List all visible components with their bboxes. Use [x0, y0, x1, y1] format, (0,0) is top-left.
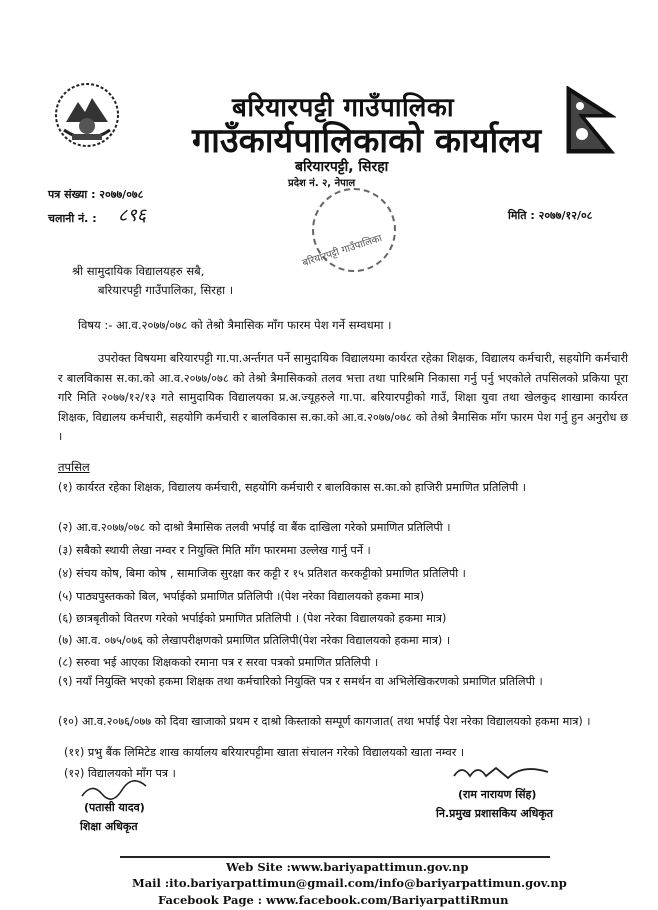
footer-mail: Mail :ito.bariyarpattimun@gmail.com/info@bariyarpattimun.gov.np — [132, 876, 567, 890]
footer-divider — [120, 856, 550, 858]
patra-sankhya: पत्र संख्या : २०७७/०७८ — [48, 188, 144, 201]
recipient-line-1: श्री सामुदायिक विद्यालयहरु सबै, — [72, 264, 205, 278]
office-place: बरियारपट्टी, सिरहा — [295, 159, 389, 175]
list-item: (४) संचय कोष, बिमा कोष , सामाजिक सुरक्षा कर कट्टी र १५ प्रतिशत करकट्टीको प्रमाणित प्रतिलिपी । — [58, 567, 466, 580]
government-emblem-icon — [52, 80, 122, 150]
footer-facebook: Facebook Page : www.facebook.com/BariyarpattiRmun — [158, 893, 509, 907]
chalani-number: ८९६ — [118, 205, 147, 226]
municipality-name: बरियारपट्टी गाउँपालिका — [232, 93, 455, 123]
list-item: (३) सबैको स्थायी लेखा नम्वर र नियुक्ति मिति माँग फारममा उल्लेख गार्नु पर्ने । — [58, 544, 371, 557]
chalani-label: चलानी नं. : — [48, 212, 97, 225]
subject-line: विषय :- आ.व.२०७७/०७८ को तेश्रो त्रैमासिक माँग फारम पेश गर्ने सम्वधमा । — [78, 318, 392, 332]
tapasil-heading: तपसिल — [58, 460, 90, 474]
list-item: (१२) विद्यालयको माँग पत्र । — [64, 767, 176, 780]
province-line: प्रदेश नं. २, नेपाल — [288, 178, 356, 189]
list-item: (६) छात्रबृतीको वितरण गरेको भर्पाईको प्रमाणित प्रतिलिपी । (पेश नरेका विद्यालयको हकमा मात्र) — [58, 612, 447, 625]
list-item: (१०) आ.व.२०७६/०७७ को दिवा खाजाको प्रथम र दाश्रो किस्ताको सम्पूर्ण कागजात( तथा भर्पाई पेश नरेका विद्यालयको हकमा मात्र) । — [58, 715, 591, 728]
list-item: (२) आ.व.२०७७/०७८ को दाश्रो त्रैमासिक तलवी भर्पाई वा बैंक दाखिला गरेको प्रमाणित प्रतिलिपी । — [58, 521, 451, 534]
right-signatory-title: नि.प्रमुख प्रशासकिय अधिकृत — [436, 807, 554, 820]
list-item: (७) आ.व. ०७५/०७६ को लेखापरीक्षणको प्रमाणित प्रतिलिपी(पेश नरेका विद्यालयको हकमा मात्र) । — [58, 634, 451, 647]
right-signatory-name: (राम नारायण सिंह) — [458, 788, 537, 801]
nepal-flag-icon — [566, 86, 616, 154]
list-item: (९) नयाँ नियुक्ति भएको हकमा शिक्षक तथा कर्मचारिको नियुक्ति पत्र र समर्थन वा अभिलेखिकरणको प्रमाणित प्रतिलिपी । — [58, 675, 543, 688]
stamp-municipality: बरियारपट्टी गाउँपालिका — [301, 233, 384, 270]
list-item: (५) पाठ्यपुस्तकको बिल, भर्पाईको प्रमाणित प्रतिलिपी ।(पेश नरेका विद्यालयको हकमा मात्र) — [58, 590, 425, 603]
letter-date: मिति : २०७७/१२/०८ — [508, 209, 593, 222]
left-signature-mark — [80, 780, 150, 802]
left-signatory-title: शिक्षा अधिकृत — [80, 820, 138, 833]
office-name: गाउँकार्यपालिकाको कार्यालय — [192, 121, 542, 161]
footer-website: Web Site :www.bariyapattimun.gov.np — [226, 860, 469, 874]
list-item: (१) कार्यरत रहेका शिक्षक, विद्यालय कर्मचारी, सहयोगि कर्मचारी र बालविकास स.का.को हाजिरी प्रमाणित प्रतिलिपी । — [58, 481, 526, 494]
left-signatory-name: (पतासी यादव) — [84, 801, 145, 814]
body-paragraph: उपरोक्त विषयमा बरियारपट्टी गा.पा.अर्न्तगत पर्ने सामुदायिक विद्यालयमा कार्यरत रहेका शिक्षक, विद्यालय कर्मचारी, सहयोगि कर्मचारी र बालविकास स.का.को आ.व.२०७७/०७८ को तेश्रो त्रैमासिकको तलव भत्ता तथा पारिश्रमि निकासा गर्नु पर्नु भएकोले तपसिलको प्रकिया पूरा गरि मिति २०७७/१२/१३ गते सामुदायिक विद्यालयका प्र.अ.ज्यूहरुले गा.पा. बरियारपट्टीको गाउँ, शिक्षा युवा तथा खेलकुद शाखामा कार्यरत शिक्षक, विद्यालय कर्मचारी, सहयोगि कर्मचारी र बालविकास स.का.को आ.व.२०७७/०७८ को तेश्रो त्रैमासिक माँग फारम पेश गर्नु हुन अनुरोध छ । — [58, 352, 628, 443]
list-item: (८) सरुवा भई आएका शिक्षकको रमाना पत्र र सरवा पत्रको प्रमाणित प्रतिलिपी । — [58, 656, 379, 669]
recipient-line-2: बरियारपट्टी गाउँपालिका, सिरहा । — [98, 283, 234, 297]
right-signature-mark — [452, 760, 552, 786]
list-item: (११) प्रभु बैंक लिमिटेड शाख कार्यालय बरियारपट्टीमा खाता संचालन गरेको विद्यालयको खाता नम्वर । — [64, 746, 465, 759]
